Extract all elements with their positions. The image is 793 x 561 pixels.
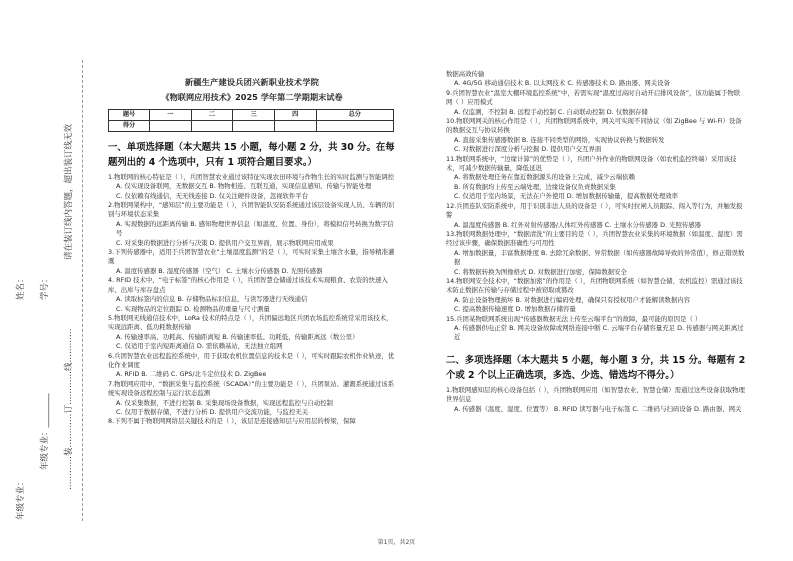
question-options: A. 仅采集数据，不进行控制 B. 采集现场设备数据，实现远程监控与自动控制	[116, 398, 333, 407]
question-stem: 2.物联网架构中，“感知层”的主要功能是（ ），兵团智能队安防系统通过该层设备实现人员、车辆的识别与环境状态采集	[108, 201, 395, 219]
question-options: A. 传感器（温度、湿度、位置等） B. RFID 读写器与电子标签 C. 二维码与扫码设备 D. 路由器、网关	[454, 404, 742, 413]
question-stem: 13.物联网数据处理中，“数据清洗”的主要目的是（ ），兵团智慧农业采集的环境数据（如温度、湿度）需经过该步骤，确保数据准确性与可用性	[446, 229, 743, 248]
score-cell	[316, 120, 394, 131]
question-stem: 3.下列传感器中，适用于兵团智慧农业“土壤湿度监测”的是（ ），可实时采集土壤含水量，指导精准灌溉	[108, 248, 395, 266]
score-cell: 得分	[109, 120, 150, 131]
question-options: A. 将数据处理任务在靠近数据源头的设备上完成，减少云端依赖	[454, 173, 635, 182]
score-cell: 题号	[109, 109, 150, 120]
question-stem: 10.物联网网关的核心作用是（ ），兵团物联网系统中，网关可实现不同协议（如 ZigBee 与 Wi-Fi）设备的数据交互与协议转换	[446, 117, 742, 135]
question-options: C. 仅依赖有线通信，无无线连接 D. 仅关注硬件设备，忽视软件平台	[116, 191, 309, 200]
question-options: A. RFID B. 二维码 C. GPS/北斗定位技术 D. ZigBee	[116, 370, 267, 379]
question-options: C. 提高数据传输速度 D. 增加数据存储容量	[454, 305, 576, 314]
score-table	[108, 109, 394, 132]
question-stem: 12.兵团连队安防系统中，用于识别非法人员的设备是（ ），可实时拉闸人员跟踪、闯入等行为，并触发报警	[446, 201, 743, 220]
question-stem: 14.物联网安全技术中，“数据加密”的作用是（ ），兵团物联网系统（如智慧仓储、农机监控）需通过该技术防止数据在传输与存储过程中被窃取或篡改	[446, 276, 743, 295]
question-options: A. 直接采集传感器数据 B. 连接不同类型的网络，实现协议转换与数据转发	[454, 135, 665, 144]
question-stem: 数据高效传输	[446, 70, 485, 78]
question-options: A. 防止设备物理损坏 B. 对数据进行编码处理，确保只有授权用户才能解读数据内容	[454, 295, 691, 304]
question-options: A. 传输速率高、功耗高、传输距离短 B. 传输速率低、功耗低、传输距离远（数公里）	[116, 332, 359, 341]
binding-student-id-label: 学号：	[40, 274, 50, 300]
question-stem: 6.兵团智慧农业远程监控系统中，用于获取农机位置信息的技术是（ ），可实时跟踪农机作业轨迹，优化作业调度	[108, 351, 395, 369]
binding-major-label: 年级专业：	[16, 477, 26, 520]
question-options: A. 仅实现设备联网，无数据交互 B. 物物相连、互联互通，实现信息感知、传输与智能处理	[116, 182, 372, 191]
question-options: A. 传感器供电正常 B. 网关设备故障或网络连接中断 C. 云端平台存储容量充足 D. 传感器与网关距离过近	[454, 323, 744, 342]
question-stem: 8.下列不属于物联网网络层关键技术的是（ ），该层是连接感知层与应用层的桥梁，保障	[108, 417, 356, 426]
question-options: C. 仅用于数据存储，不进行分析 D. 提供用户交流功能，与监控无关	[116, 407, 309, 416]
question-stem: 4. RFID 技术中，“电子标签”的核心作用是（ ），兵团智慧仓储通过该技术实现粮食、农资的快速入库、出库与库存盘点	[108, 276, 388, 294]
binding-name-label: 姓名：	[16, 274, 26, 300]
question-options: A. 温湿度传感器 B. 红外对射传感器/人体红外传感器 C. 土壤水分传感器 D. 光照传感器	[454, 220, 702, 229]
score-cell	[150, 120, 192, 131]
question-options: A. 实现数据的远距离传输 B. 感知物理世界信息（如温度、位置、身份），将模拟信号转换为数字信号	[116, 219, 394, 238]
question-stem: 11.物联网系统中，“边缘计算”的优势是（ ），兵团户外作业的物联网设备（如农机监控终端）采用该技术，可减少数据传输量，降低延迟	[446, 154, 737, 173]
binding-major-field: 年级专业：________	[40, 393, 50, 470]
score-cell: 四	[274, 109, 316, 120]
section2-title: 二、多项选择题（本大题共 5 小题，每小题 3 分，共 15 分。每题有 2 个或 2 个以上正确选项，多选、少选、错选均不得分。）	[446, 354, 746, 381]
question-stem: 9.兵团智慧农业“温室大棚环境监控系统”中，若需实现“温度过高时自动开启排风设备”，该功能属于物联网（ ）应用模式	[446, 88, 741, 107]
score-table-header-row	[109, 109, 394, 120]
section2-items	[446, 386, 746, 414]
section1-items-left	[108, 173, 396, 427]
question-stem: 5.物联网无线通信技术中，LoRa 技术的特点是（ ），兵团偏远地区兵团农场监控系统常采用该技术，实现远距离、低功耗数据传输	[108, 313, 393, 332]
score-cell	[233, 120, 275, 131]
right-column	[446, 70, 746, 414]
question-options: C. 实现物品的定位跟踪 D. 检测物品的重量与尺寸测量	[116, 304, 270, 313]
score-cell	[274, 120, 316, 131]
exam-title: 《物联网应用技术》2025 学年第二学期期末试卷	[161, 92, 343, 103]
binding-margin	[0, 0, 92, 561]
binding-cut-line: …………装…………订…………线…………	[64, 328, 74, 490]
question-options: A. 温度传感器 B. 湿度传感器（空气） C. 土壤水分传感器 D. 光照传感器	[116, 266, 323, 275]
question-options: C. 仅适用于室内短距离通信 D. 需依赖基站，无法独立组网	[116, 342, 283, 351]
section1-items-right	[446, 70, 746, 343]
question-stem: 1.物联网感知层的核心设备包括（ ），兵团物联网应用（如智慧农业、智慧仓储）需通过这些设备获取物理世界信息	[446, 385, 745, 404]
question-options: C. 仅适用于室内场景，无法在户外使用 D. 增加数据传输量，提高数据处理效率	[454, 192, 679, 201]
question-options: C. 对采集的数据进行分析与决策 D. 提供用户交互界面，展示物联网应用成果	[116, 238, 334, 247]
binding-instruction: 请在装订线内答题，超出装订线无效	[64, 123, 74, 260]
score-cell: 一	[150, 109, 192, 120]
question-options: A. 4G/5G 移动通信技术 B. 以太网技术 C. 传感器技术 D. 路由器、网关设备	[454, 79, 670, 88]
score-cell: 二	[191, 109, 233, 120]
left-column	[108, 74, 396, 427]
page-footer: 第1页，共2页	[377, 539, 416, 546]
score-table-score-row	[109, 120, 394, 131]
score-cell	[191, 120, 233, 131]
question-options: B. 所有数据均上传至云端处理，边缘设备仅负责数据采集	[454, 182, 616, 191]
question-options: A. 读取标签内的信息 B. 存储物品标识信息，与读写器进行无线通信	[116, 295, 308, 304]
question-stem: 15.兵团某物联网系统出现“传感器数据无法上传至云端平台”的故障，最可能的原因是（ ）	[446, 314, 702, 323]
question-options: C. 对数据进行深度分析与挖掘 D. 提供用户交互界面	[454, 145, 602, 154]
score-cell: 总分	[316, 109, 394, 120]
school-name: 新疆生产建设兵团兴新职业技术学院	[184, 77, 320, 87]
score-cell: 三	[233, 109, 275, 120]
question-options: C. 将数据转换为图像格式 D. 对数据进行加密，保障数据安全	[454, 267, 627, 276]
question-stem: 7.物联网应用中，“数据采集与监控系统（SCADA）”的主要功能是（ ），兵团泵站、灌溉系统通过该系统实现设备远程控制与运行状态监测	[108, 379, 395, 398]
section1-title: 一、单项选择题（本大题共 15 小题，每小题 2 分，共 30 分。在每题列出的 4 个选项中，只有 1 项符合题目要求。）	[108, 141, 395, 168]
question-options: A. 仅监测，不控制 B. 远程手动控制 C. 自动联动控制 D. 仅数据存储	[454, 107, 648, 116]
question-options: A. 增加数据量，丰富数据维度 B. 去除冗余数据、异常数据（如传感器故障导致的异常值），修正错误数据	[454, 248, 745, 267]
binding-dashed-line	[82, 60, 83, 521]
question-stem: 1.物联网的核心特征是（ ），兵团智慧农业通过该特征实现农田环境与作物生长的实时监测与智能调控	[108, 172, 395, 181]
